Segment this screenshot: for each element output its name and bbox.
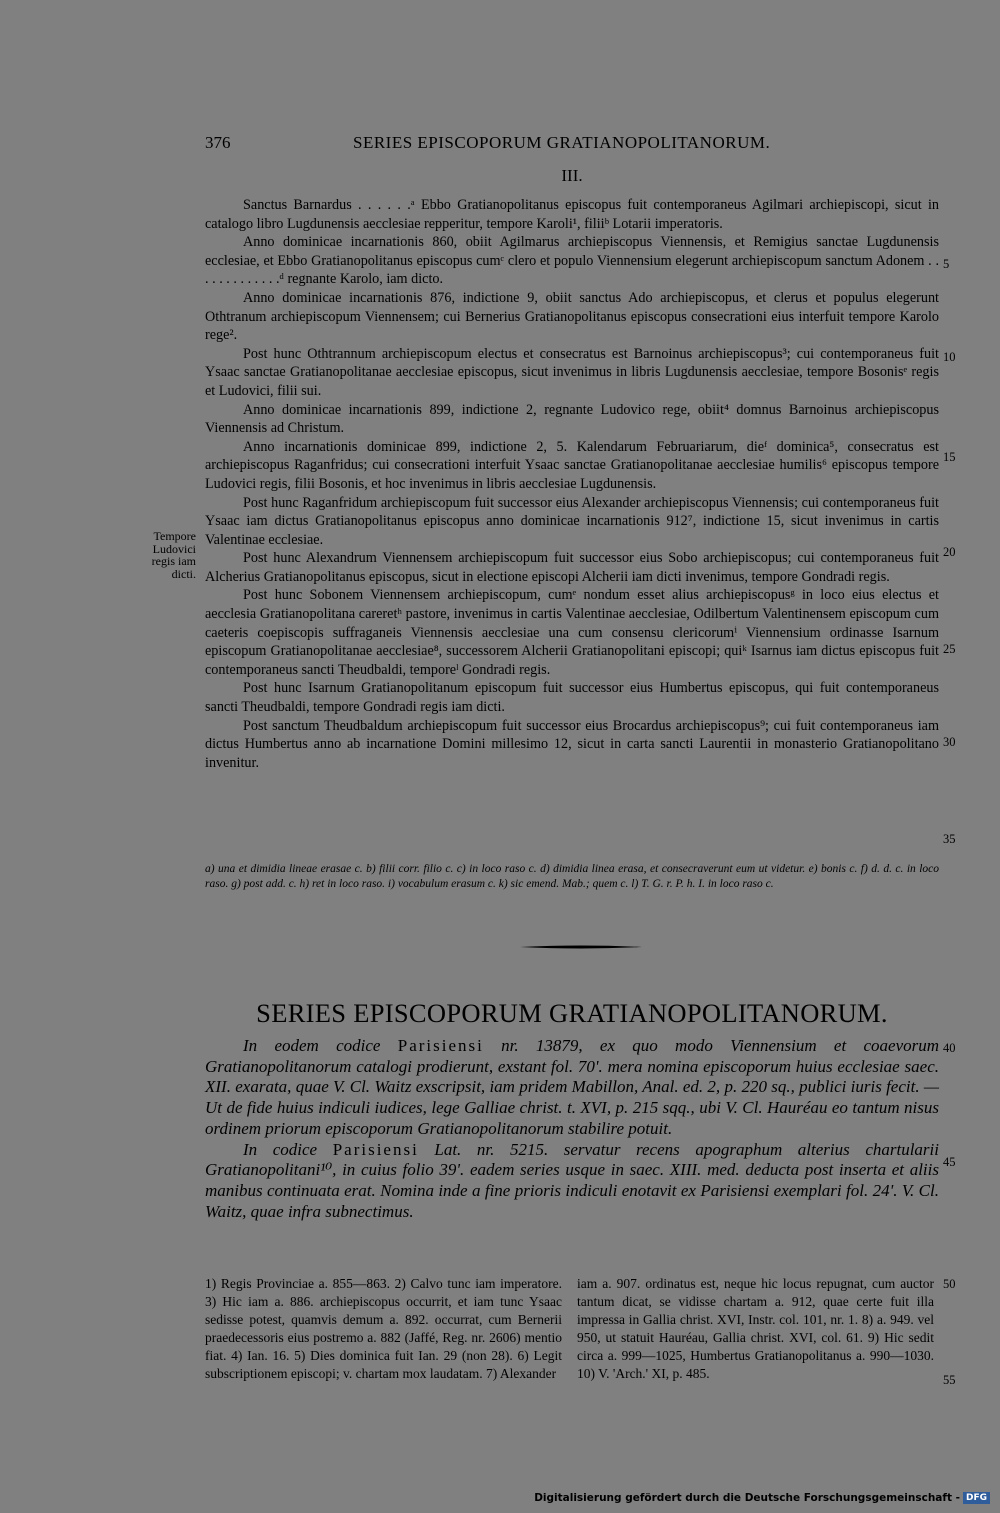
line-number: 35 bbox=[943, 832, 956, 846]
line-number: 30 bbox=[943, 735, 956, 749]
intro-paragraph bbox=[205, 1140, 939, 1223]
paragraph: Sanctus Barnardus . . . . . .ᵃ Ebbo Gratianopolitanus episcopus fuit contemporaneus Agilmari archiepiscopi, sicut in catalogo libro Lugdunensis aecclesiae repperitur, tempore Karoli¹, filiiᵇ Lotarii imperatoris. bbox=[205, 197, 939, 232]
paragraph: Anno dominicae incarnationis 860, obiit Agilmarus archiepiscopus Viennensis, et Remigius sanctae Lugdunensis ecclesiae, et Ebbo Gratianopolitanus episcopus cumᶜ clero et populo Viennensium elegerunt archiepiscopum sanctum Adonem . . . . . . . . . . . . .ᵈ regnante Karolo, iam dicto. bbox=[205, 234, 939, 288]
running-head bbox=[205, 133, 945, 155]
line-number: 5 bbox=[943, 257, 950, 271]
codex-name: Parisiensi bbox=[397, 1036, 484, 1055]
paragraph: Post hunc Alexandrum Viennensem archiepiscopum fuit successor eius Sobo archiepiscopus; cui contemporaneus fuit Alcherius Gratianopolitanus episcopus, sicut in electione episcopi Alcherii iam dicti invenimus, tempore Gondradi regis. bbox=[205, 550, 939, 585]
margin-note: Tempore Ludovici regis iam dicti. bbox=[151, 529, 196, 581]
line-number: 45 bbox=[943, 1155, 956, 1169]
paragraph: Anno dominicae incarnationis 876, indictione 9, obiit sanctus Ado archiepiscopus, et clerus et populus elegerunt Othtranum archiepiscopum Viennensem; cui Bernerius Gratianopolitanus episcopus consecrationi eius interfuit tempore Karolo rege². bbox=[205, 289, 939, 344]
codex-name: Parisiensi bbox=[332, 1139, 419, 1159]
notes-column-right: iam a. 907. ordinatus est, neque hic locus repugnat, cum auctor tantum dicat, se vidisse chartam a. 912, quae certe fuit illa impressa in Gallia christ. XVI, Instr. col. 101, nr. 1. 8) a. 949. vel 950, ut statuit Hauréau, Gallia christ. XVI, col. 61. 9) Hic sedit circa a. 999—1025, Humbertus Gratianopolitanus a. 990—1030. 10) V. 'Arch.' XI, p. 485. bbox=[577, 1276, 934, 1381]
line-number: 15 bbox=[943, 450, 956, 464]
intro-text-run: Lat. nr. 5215. servatur recens apographum alterius chartularii Gratianopolitani¹⁰, in cuius folio 39'. eadem series usque in saec. XIII. med. deducta post inserta et aliis manibus continuata erat. Nomina inde a fine prioris indiculi enotavit ex Parisiensi exemplari fol. 24'. V. Cl. Waitz, quae infra subnectimus. bbox=[205, 1139, 939, 1221]
line-number: 55 bbox=[943, 1373, 956, 1387]
ornamental-divider bbox=[520, 945, 642, 949]
paragraph: Post hunc Sobonem Viennensem archiepiscopum, cumᵉ nondum esset alius archiepiscopusᵍ in loco eius electus et aecclesia Gratianopolitana careretʰ pastore, invenimus in cartis Valentinae aecclesiae, Odilbertum Valentinensem episcopum cum caeteris coepiscopis suffraganeis Viennensis aecclesiae una cum consensu clericorumⁱ Viennensium ordinasse Isarnum episcopum Gratianopolitanae aecclesiae⁸, successorem Alcherii Gratianopolitani episcopi; quiᵏ Isarnus iam dictus episcopus fuit contemporaneus sancti Theudbaldi, temporeˡ Gondradi regis. bbox=[205, 587, 939, 678]
line-number: 40 bbox=[943, 1041, 956, 1055]
dfg-logo: DFG bbox=[963, 1492, 990, 1504]
line-number: 50 bbox=[943, 1277, 956, 1291]
paragraph: Post hunc Othtrannum archiepiscopum electus et consecratus est Barnoinus archiepiscopus³; cui contemporaneus fuit Ysaac sanctae Gratianopolitanae aecclesiae episcopus, sicut invenimus in libris Lugdunensis aecclesiae, tempore Bosonisᵉ regis et Ludovici, filii sui. bbox=[205, 345, 939, 399]
line-number: 25 bbox=[943, 642, 956, 656]
paragraph: Anno incarnationis dominicae 899, indictione 2, 5. Kalendarum Februariarum, dieᶠ dominica⁵, consecratus est archiepiscopus Raganfridus; cui consecrationi interfuit Ysaac sanctae Gratianopolitanae aecclesiae humilis⁶ episcopus tempore Ludovici regis, filii Bosonis, et hoc invenimus in libris aecclesiae Lugdunensis. bbox=[205, 438, 939, 492]
section-number: III. bbox=[561, 166, 583, 185]
intro-text-run: nr. 13879, ex quo modo Viennensium et coaevorum Gratianopolitanorum catalogi prodierunt, exstant fol. 70'. mera nomina episcoporum huius ecclesiae saec. XII. exarata, quae V. Cl. Waitz exscripsit, iam pridem Mabillon, Anal. ed. 2, p. 220 sq., publici iuris fecit. — Ut de fide huius indiculi iudices, lege Galliae christ. t. XVI, p. 215 sqq., ubi V. Cl. Hauréau eo tantum nisus ordinem priorum episcoporum Gratianopolitanorum stabilire potuit. bbox=[205, 1036, 940, 1138]
notes-column-left: 1) Regis Provinciae a. 855—863. 2) Calvo tunc iam imperatore. 3) Hic iam a. 886. archiepiscopus occurrit, et iam tunc Ysaac sedisse potest, quamvis demum a. 892. occurrat, cum Bernerii praedecessoris eius postremo a. 882 (Jaffé, Reg. nr. 2606) mentio fiat. 4) Ian. 16. 5) Dies dominica fuit Ian. 29 (non 28). 6) Legit subscriptionem episcopi; v. chartam mox laudatam. 7) Alexander bbox=[205, 1276, 562, 1381]
paragraph: Anno dominicae incarnationis 899, indictione 2, regnante Ludovico rege, obiit⁴ domnus Barnoinus archiepiscopus Viennensis ad Christum. bbox=[205, 401, 939, 437]
paragraph: Post hunc Isarnum Gratianopolitanum episcopum fuit successor eius Humbertus episcopus, qui fuit contemporaneus sancti Theudbaldi, tempore Gondradi regis iam dicti. bbox=[205, 680, 939, 716]
dfg-credit bbox=[534, 1492, 990, 1504]
running-title: SERIES EPISCOPORUM GRATIANOPOLITANORUM. bbox=[353, 133, 771, 152]
intro-text bbox=[205, 1036, 939, 1222]
footnotes: a) una et dimidia lineae erasae c. b) filii corr. filio c. c) in loco raso c. d) dimidia linea erasa, et consecraverunt eum ut videtur. e) bonis c. f) d. d. c. in loco raso. g) post add. c. h) ret in loco raso. i) vocabulum erasum c. k) sic emend. Mab.; quem c. l) T. G. r. P. h. I. in loco raso c. bbox=[205, 863, 939, 890]
main-text bbox=[205, 196, 939, 772]
intro-text-run: In codice bbox=[243, 1139, 333, 1159]
credit-text: Digitalisierung gefördert durch die Deutsche Forschungsgemeinschaft - bbox=[534, 1492, 960, 1504]
section-title: SERIES EPISCOPORUM GRATIANOPOLITANORUM. bbox=[256, 998, 888, 1028]
paragraph: Post sanctum Theudbaldum archiepiscopum fuit successor eius Brocardus archiepiscopus⁹; cui fuit contemporaneus iam dictus Humbertus anno ab incarnatione Domini millesimo 12, sicut in carta sancti Laurentii in monasterio Gratianopolitano invenitur. bbox=[205, 717, 939, 771]
paragraph: Post hunc Raganfridum archiepiscopum fuit successor eius Alexander archiepiscopus Viennensis; cui contemporaneus fuit Ysaac iam dictus Gratianopolitanus episcopus anno dominicae incarnationis 912⁷, indictione 15, sicut invenimus in cartis Valentinae ecclesiae. bbox=[205, 494, 939, 548]
line-number: 10 bbox=[943, 350, 956, 364]
intro-text-run: In eodem codice bbox=[243, 1036, 398, 1055]
line-number: 20 bbox=[943, 545, 956, 559]
page-number: 376 bbox=[205, 133, 231, 152]
intro-paragraph bbox=[205, 1036, 939, 1140]
